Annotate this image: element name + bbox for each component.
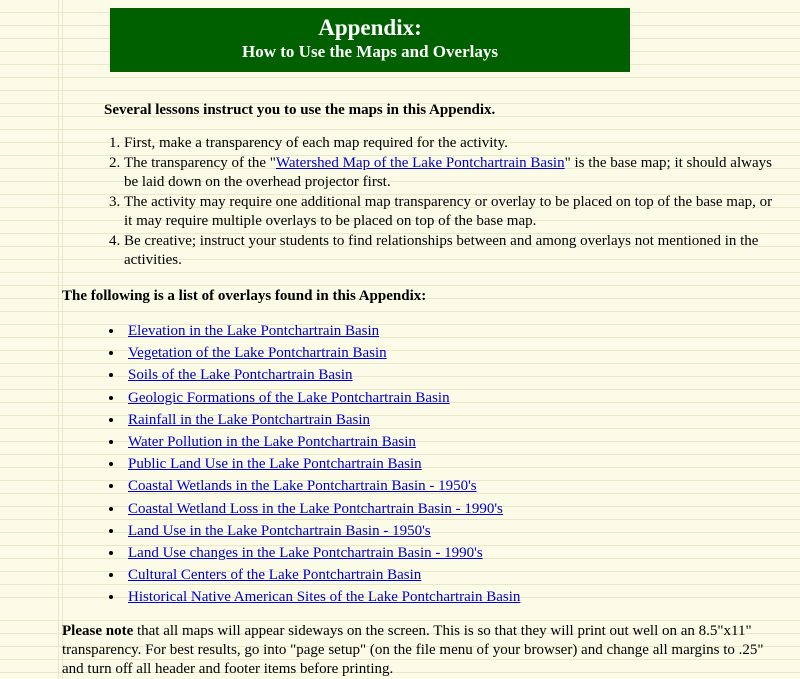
list-item	[124, 409, 780, 431]
list-item	[124, 387, 780, 409]
overlay-link[interactable]: Elevation in the Lake Pontchartrain Basin	[128, 323, 380, 340]
list-item	[124, 342, 780, 364]
overlay-link[interactable]: Coastal Wetlands in the Lake Pontchartrain Basin - 1950's	[128, 478, 477, 495]
note-lead: Please note	[62, 623, 134, 640]
list-item	[124, 364, 780, 386]
overlay-link[interactable]: Cultural Centers of the Lake Pontchartrain Basin	[128, 567, 422, 584]
note-body: that all maps will appear sideways on the screen. This is so that they will print out well on an 8.5"x11" transparency. For best results, go into "page setup" (on the file menu of your browser) and change all margins to .25" and turn off all header and footer items before printing.	[62, 623, 764, 677]
overlays-heading: The following is a list of overlays found in this Appendix:	[62, 288, 427, 305]
page-subtitle: How to Use the Maps and Overlays	[242, 42, 498, 62]
overlay-link[interactable]: Rainfall in the Lake Pontchartrain Basin	[128, 411, 371, 428]
list-item: 1. First, make a transparency of each map required for the activity.	[124, 134, 780, 153]
list-item	[124, 498, 780, 520]
printing-note	[62, 622, 780, 678]
document-content	[0, 102, 800, 679]
list-item: 4. Be creative; instruct your students to find relationships between and among overlays not mentioned in the activities.	[124, 232, 780, 270]
intro-text: Several lessons instruct you to use the maps in this Appendix.	[104, 101, 496, 118]
watershed-map-link[interactable]: Watershed Map of the Lake Pontchartrain Basin	[275, 154, 565, 171]
list-item	[124, 431, 780, 453]
list-item	[124, 453, 780, 475]
list-item: 3. The activity may require one additional map transparency or overlay to be placed on top of the base map, or it may require multiple overlays to be placed on top of the base map.	[124, 193, 780, 231]
document-page	[0, 8, 800, 677]
overlay-link[interactable]: Soils of the Lake Pontchartrain Basin	[128, 367, 353, 384]
overlays-list	[62, 320, 780, 608]
lesson2-prefix: The transparency of the "	[124, 154, 276, 171]
lesson2-suffix: " is the base map; it should always be laid down on the overhead projector first.	[124, 154, 772, 190]
overlay-link[interactable]: Land Use changes in the Lake Pontchartrain Basin - 1990's	[128, 544, 483, 561]
list-item	[124, 586, 780, 608]
overlay-link[interactable]: Coastal Wetland Loss in the Lake Pontchartrain Basin - 1990's	[128, 500, 503, 517]
page-title: Appendix:	[318, 15, 422, 40]
list-item	[124, 542, 780, 564]
list-item	[124, 475, 780, 497]
overlay-link[interactable]: Water Pollution in the Lake Pontchartrain Basin	[128, 433, 416, 450]
overlay-link[interactable]: Historical Native American Sites of the Lake Pontchartrain Basin	[128, 589, 521, 606]
lessons-list	[62, 134, 780, 270]
appendix-title-banner	[110, 8, 630, 72]
overlay-link[interactable]: Geologic Formations of the Lake Pontchartrain Basin	[128, 389, 450, 406]
list-item	[124, 520, 780, 542]
overlay-link[interactable]: Land Use in the Lake Pontchartrain Basin - 1950's	[128, 522, 431, 539]
list-item	[124, 564, 780, 586]
overlay-link[interactable]: Vegetation of the Lake Pontchartrain Basin	[128, 345, 387, 362]
overlay-link[interactable]: Public Land Use in the Lake Pontchartrain Basin	[128, 456, 422, 473]
list-item	[124, 154, 780, 192]
list-item	[124, 320, 780, 342]
